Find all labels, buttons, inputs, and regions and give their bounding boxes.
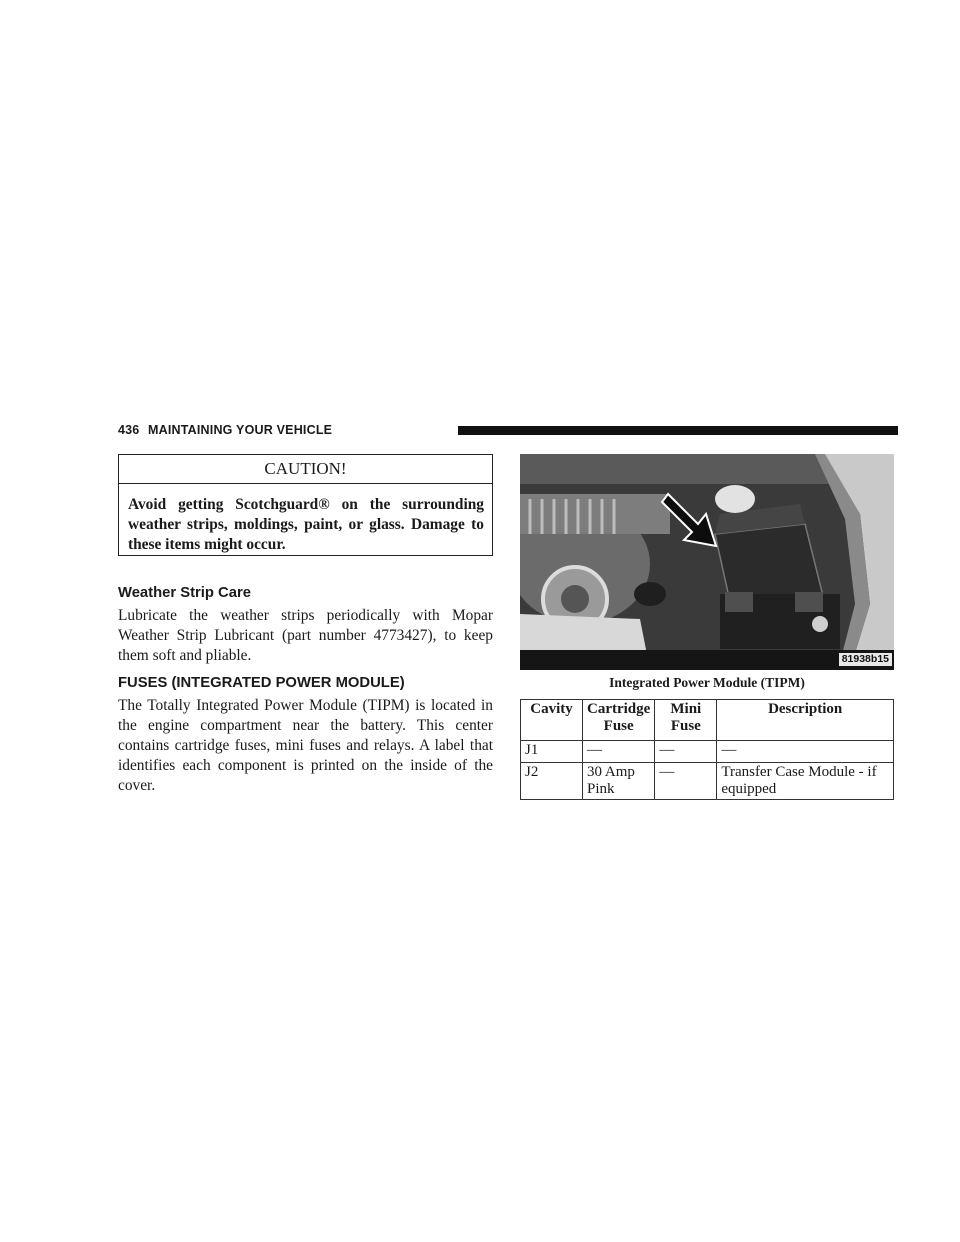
- caution-title: CAUTION!: [264, 459, 347, 478]
- table-row: [521, 763, 894, 800]
- header-description: Description: [717, 700, 894, 741]
- cell-description: —: [717, 741, 894, 763]
- table-row: [521, 741, 894, 763]
- header-mini-fuse: Mini Fuse: [655, 700, 717, 741]
- weather-strip-heading: Weather Strip Care: [118, 585, 251, 601]
- cell-cavity: J2: [521, 763, 583, 800]
- caution-box: [118, 454, 493, 556]
- caution-divider: [119, 483, 492, 484]
- fuse-table: [520, 699, 894, 800]
- engine-illustration: [520, 454, 894, 670]
- figure-caption: Integrated Power Module (TIPM): [609, 675, 805, 690]
- header-rule: [458, 426, 898, 435]
- cell-mini-fuse: —: [655, 763, 717, 800]
- weather-strip-text: Lubricate the weather strips periodically with Mopar Weather Strip Lubricant (part number 4773427), to keep them soft and pliable.: [118, 607, 493, 664]
- cell-mini-fuse: —: [655, 741, 717, 763]
- table-header-row: [521, 700, 894, 741]
- caution-text: Avoid getting Scotchguard® on the surrounding weather strips, moldings, paint, or glass. Damage to these items might occur.: [128, 496, 484, 553]
- cell-cartridge-fuse: —: [583, 741, 655, 763]
- figure-code: 81938b15: [839, 653, 892, 666]
- cell-description: Transfer Case Module - if equipped: [717, 763, 894, 800]
- header-cartridge-fuse: Cartridge Fuse: [583, 700, 655, 741]
- fuses-text: The Totally Integrated Power Module (TIPM) is located in the engine compartment near the battery. This center contains cartridge fuses, mini fuses and relays. A label that identifies each component is printed on the inside of the cover.: [118, 697, 493, 794]
- section-title: MAINTAINING YOUR VEHICLE: [148, 423, 333, 437]
- fuses-heading: FUSES (INTEGRATED POWER MODULE): [118, 675, 405, 691]
- cell-cartridge-fuse: 30 Amp Pink: [583, 763, 655, 800]
- header-cavity: Cavity: [521, 700, 583, 741]
- running-header: [118, 423, 898, 437]
- page-number: 436: [118, 423, 140, 437]
- engine-photo: [520, 454, 894, 670]
- cell-cavity: J1: [521, 741, 583, 763]
